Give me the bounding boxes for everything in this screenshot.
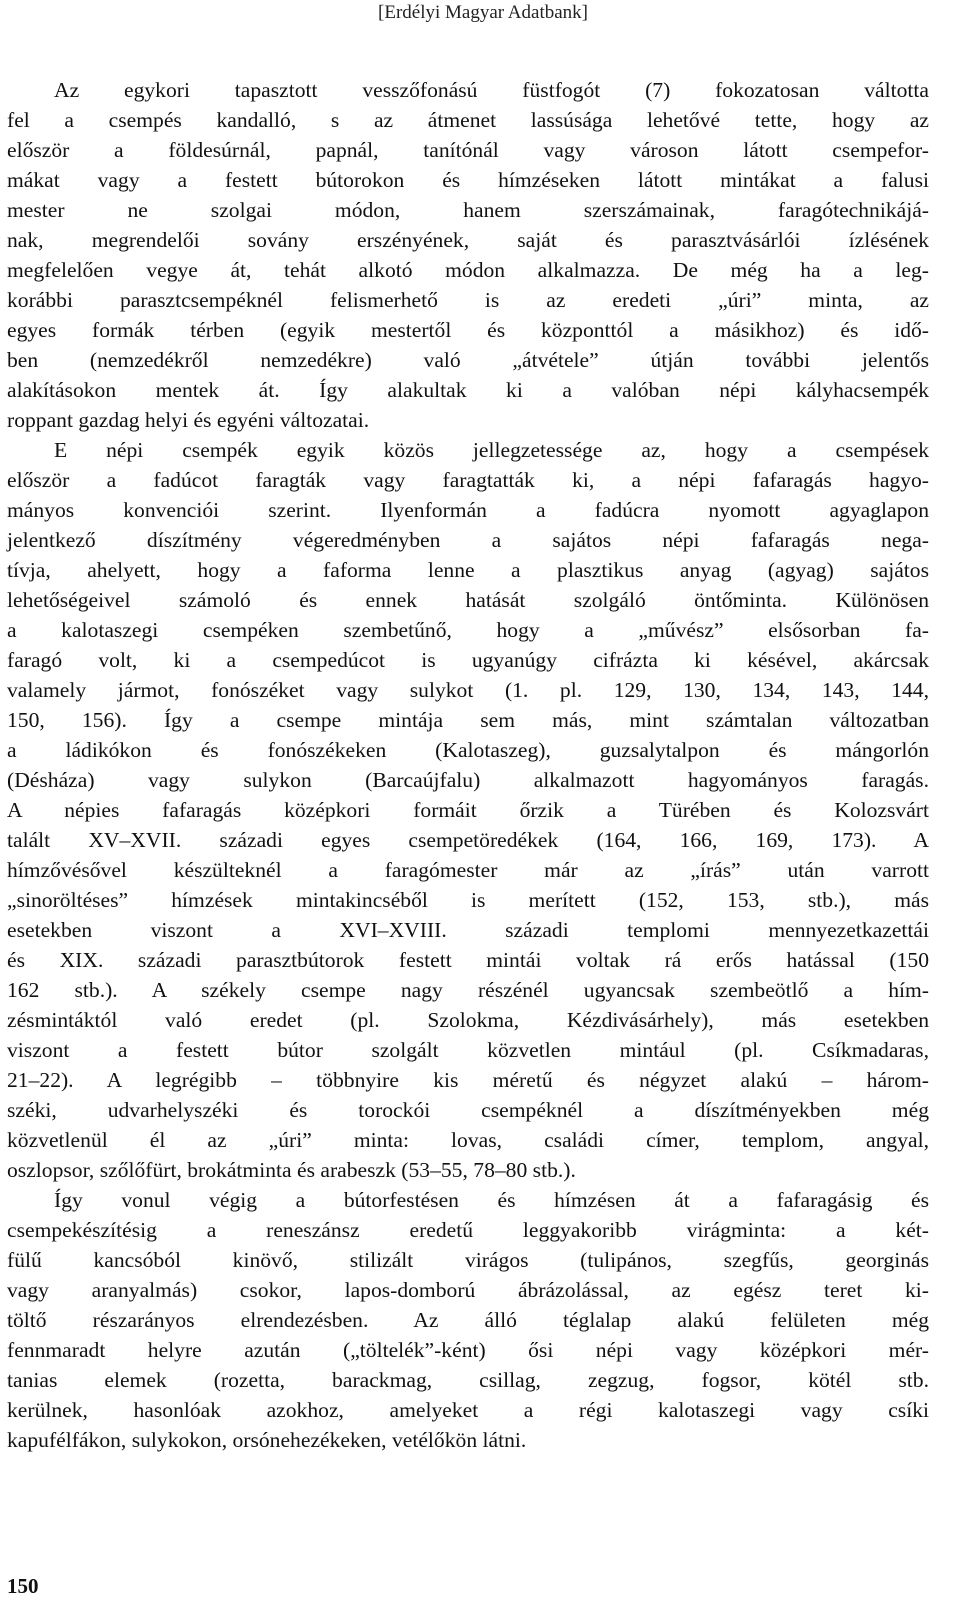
text-line: ben (nemzedékről nemzedékre) való „átvétele” útján további jelentős — [7, 348, 929, 372]
text-line: csempekészítésig a reneszánsz eredetű leggyakoribb virágminta: a két- — [7, 1218, 929, 1242]
text-line: egyes formák térben (egyik mestertől és központtól a másikhoz) és idő- — [7, 318, 929, 342]
text-line: alakításokon mentek át. Így alakultak ki a valóban népi kályhacsempék — [7, 378, 929, 402]
text-line: a kalotaszegi csempéken szembetűnő, hogy a „művész” elsősorban fa- — [7, 618, 929, 642]
text-line: roppant gazdag helyi és egyéni változatai. — [7, 408, 370, 432]
text-line: kapufélfákon, sulykokon, orsónehezékeken, vetélőkön látni. — [7, 1428, 527, 1452]
text-line: tívja, ahelyett, hogy a faforma lenne a plasztikus anyag (agyag) sajátos — [7, 558, 929, 582]
source-header: [Erdélyi Magyar Adatbank] — [378, 2, 588, 23]
paragraph — [7, 1185, 929, 1455]
text-line: töltő részarányos elrendezésben. Az álló téglalap alakú felületen még — [7, 1308, 929, 1332]
text-line: először a földesúrnál, papnál, tanítónál vagy városon látott csempefor- — [7, 138, 929, 162]
text-line: fennmaradt helyre azután („töltelék”-ként) ősi népi vagy középkori mér- — [7, 1338, 929, 1362]
text-line: először a fadúcot faragták vagy faragtatták ki, a népi fafaragás hagyo- — [7, 468, 929, 492]
text-line: tanias elemek (rozetta, barackmag, csillag, zegzug, fogsor, kötél stb. — [7, 1368, 929, 1392]
text-line: valamely jármot, fonószéket vagy sulykot (1. pl. 129, 130, 134, 143, 144, — [7, 678, 929, 702]
page-number: 150 — [7, 1574, 39, 1598]
text-line: 162 stb.). A székely csempe nagy részénél ugyancsak szembeötlő a hím- — [7, 978, 929, 1002]
paragraph — [7, 75, 929, 435]
text-line: 21–22). A legrégibb – többnyire kis méretű és négyzet alakú – három- — [7, 1068, 929, 1092]
text-line: széki, udvarhelyszéki és torockói csempéknél a díszítményekben még — [7, 1098, 929, 1122]
text-line: A népies fafaragás középkori formáit őrzik a Türében és Kolozsvárt — [7, 798, 929, 822]
text-line: közvetlenül él az „úri” minta: lovas, családi címer, templom, angyal, — [7, 1128, 929, 1152]
text-line: kerülnek, hasonlóak azokhoz, amelyeket a régi kalotaszegi vagy csíki — [7, 1398, 929, 1422]
text-line: oszlopsor, szőlőfürt, brokátminta és arabeszk (53–55, 78–80 stb.). — [7, 1158, 576, 1182]
text-line: mester ne szolgai módon, hanem szerszámainak, faragótechnikájá- — [7, 198, 929, 222]
text-line: és XIX. századi parasztbútorok festett mintái voltak rá erős hatással (150 — [7, 948, 929, 972]
text-line: korábbi parasztcsempéknél felismerhető is az eredeti „úri” minta, az — [7, 288, 929, 312]
text-line: mányos konvenciói szerint. Ilyenformán a fadúcra nyomott agyaglapon — [7, 498, 929, 522]
text-line: lehetőségeivel számoló és ennek hatását szolgáló öntőminta. Különösen — [7, 588, 929, 612]
text-line: nak, megrendelői sovány erszényének, saját és parasztvásárlói ízlésének — [7, 228, 929, 252]
text-line: faragó volt, ki a csempedúcot is ugyanúgy cifrázta ki késével, akárcsak — [7, 648, 929, 672]
text-line: talált XV–XVII. századi egyes csempetöredékek (164, 166, 169, 173). A — [7, 828, 929, 852]
text-line: esetekben viszont a XVI–XVIII. századi templomi mennyezetkazettái — [7, 918, 929, 942]
paragraph — [7, 435, 929, 1185]
text-line: a ládikókon és fonószékeken (Kalotaszeg), guzsalytalpon és mángorlón — [7, 738, 929, 762]
text-line: 150, 156). Így a csempe mintája sem más, mint számtalan változatban — [7, 708, 929, 732]
text-line: vagy aranyalmás) csokor, lapos-domború ábrázolással, az egész teret ki- — [7, 1278, 929, 1302]
text-line: E népi csempék egyik közös jellegzetessége az, hogy a csempések — [54, 438, 929, 462]
text-line: fel a csempés kandalló, s az átmenet lassúsága lehetővé tette, hogy az — [7, 108, 929, 132]
text-line: Így vonul végig a bútorfestésen és hímzésen át a fafaragásig és — [54, 1188, 929, 1212]
text-line: hímzővésővel készülteknél a faragómester már az „írás” után varrott — [7, 858, 929, 882]
text-line: fülű kancsóból kinövő, stilizált virágos (tulipános, szegfűs, georginás — [7, 1248, 929, 1272]
text-line: megfelelően vegye át, tehát alkotó módon alkalmazza. De még ha a leg- — [7, 258, 929, 282]
text-line: (Désháza) vagy sulykon (Barcaújfalu) alkalmazott hagyományos faragás. — [7, 768, 929, 792]
text-line: Az egykori tapasztott vesszőfonású füstfogót (7) fokozatosan váltotta — [54, 78, 929, 102]
text-line: viszont a festett bútor szolgált közvetlen mintául (pl. Csíkmadaras, — [7, 1038, 929, 1062]
text-line: „sinoröltéses” hímzések mintakincséből is merített (152, 153, stb.), más — [7, 888, 929, 912]
text-line: mákat vagy a festett bútorokon és hímzéseken látott mintákat a falusi — [7, 168, 929, 192]
text-line: zésmintáktól való eredet (pl. Szolokma, Kézdivásárhely), más esetekben — [7, 1008, 929, 1032]
article-body — [7, 75, 929, 1455]
text-line: jelentkező díszítmény végeredményben a sajátos népi fafaragás nega- — [7, 528, 929, 552]
